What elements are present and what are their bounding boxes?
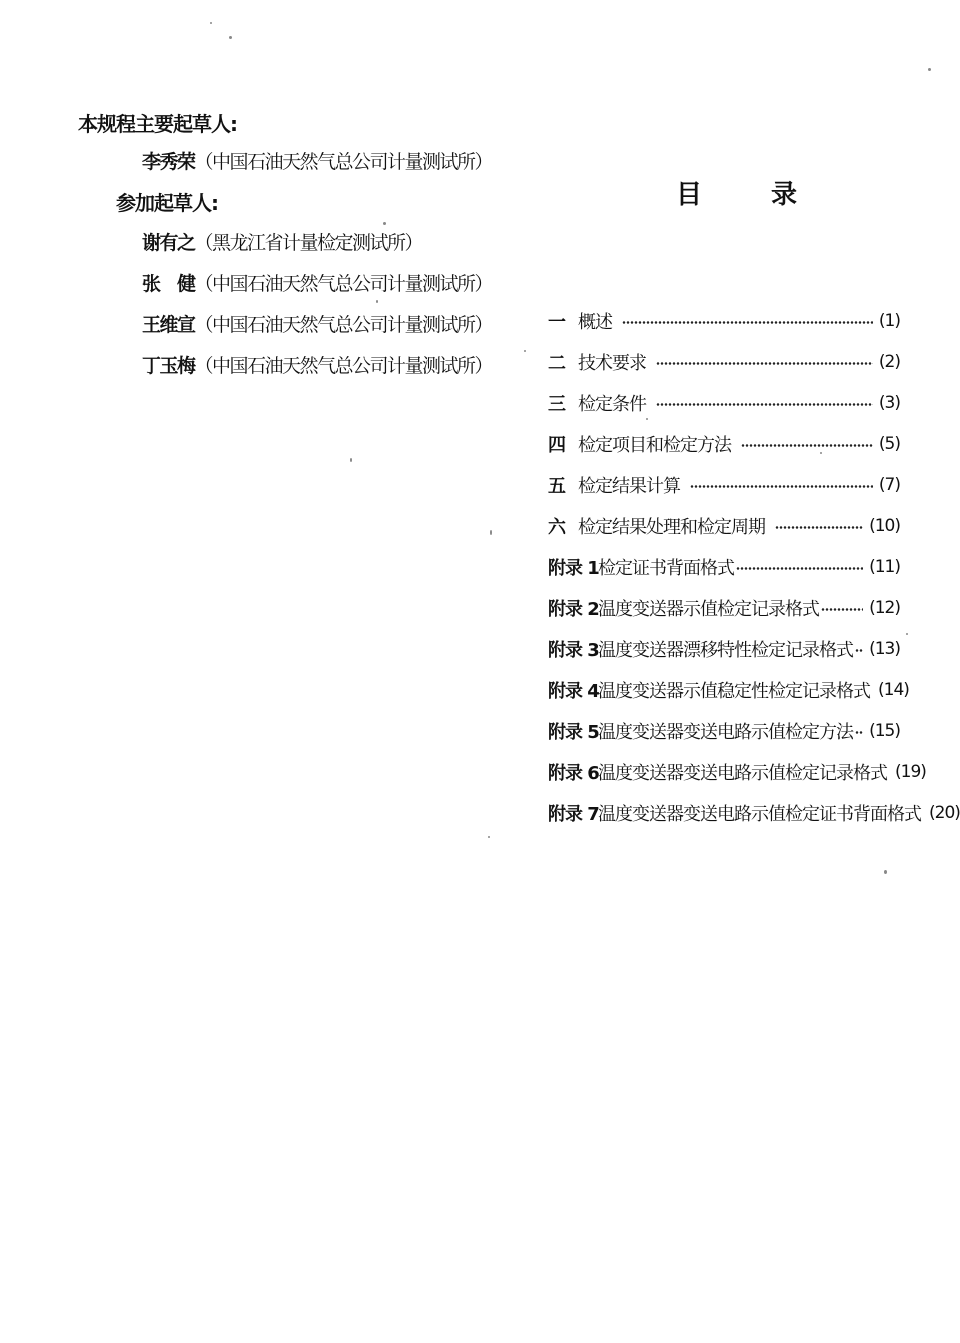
- toc-entry[interactable]: [548, 792, 960, 833]
- co-drafter: [142, 305, 492, 346]
- toc-dot-leader: [775, 526, 863, 529]
- toc-entry[interactable]: [548, 628, 900, 669]
- toc-entry-page: (13): [869, 638, 900, 659]
- toc-entry-page: (2): [878, 351, 900, 372]
- scan-speck: [350, 458, 352, 462]
- toc-dot-leader: [821, 608, 863, 611]
- toc-entry-number: 一: [548, 311, 565, 333]
- toc-entry-label: 温度变送器漂移特性检定记录格式: [598, 639, 853, 661]
- toc-entry-label: 温度变送器变送电路示值检定证书背面格式: [598, 803, 921, 825]
- scan-speck: [646, 418, 648, 420]
- toc-entry-number: 三: [548, 393, 565, 415]
- drafter-name: 王维宣: [142, 314, 195, 336]
- toc-dot-leader: [656, 403, 873, 406]
- main-drafter-heading: 本规程主要起草人:: [78, 112, 237, 136]
- toc-entry-page: (11): [869, 556, 900, 577]
- toc-entry-number: 附录 2: [548, 598, 599, 620]
- co-drafter: [142, 264, 492, 305]
- toc-entry-page: (3): [878, 392, 900, 413]
- drafter-org: （中国石油天然气总公司计量测试所）: [194, 273, 493, 295]
- drafter-org: （中国石油天然气总公司计量测试所）: [194, 355, 493, 377]
- toc-entry-page: (19): [895, 761, 926, 782]
- scan-speck: [376, 300, 378, 303]
- drafter-org: （中国石油天然气总公司计量测试所）: [194, 314, 493, 336]
- toc-entry[interactable]: [548, 546, 900, 587]
- toc-dot-leader: [855, 649, 863, 652]
- toc-dot-leader: [690, 485, 873, 488]
- toc-entry[interactable]: [548, 382, 900, 423]
- toc-entry-number: 附录 6: [548, 762, 599, 784]
- toc-entry-number: 二: [548, 352, 565, 374]
- toc-entry-label: 检定证书背面格式: [598, 557, 734, 579]
- toc-entry-page: (20): [929, 802, 960, 823]
- co-drafter-heading: 参加起草人:: [116, 191, 218, 215]
- drafters-section: [78, 108, 492, 387]
- co-drafter: [142, 346, 492, 387]
- toc-entry-label: 温度变送器变送电路示值检定记录格式: [598, 762, 887, 784]
- toc-dot-leader: [622, 321, 873, 324]
- toc-dot-leader: [741, 444, 873, 447]
- toc-entry-number: 附录 7: [548, 803, 599, 825]
- scan-speck: [906, 633, 908, 635]
- scan-speck: [928, 68, 931, 71]
- co-drafter: [142, 223, 492, 264]
- toc-entry[interactable]: [548, 300, 900, 341]
- toc-entry-page: (5): [878, 433, 900, 454]
- drafter-name: 张 健: [142, 273, 195, 295]
- toc-entry-number: 附录 4: [548, 680, 599, 702]
- toc-entry-number: 附录 5: [548, 721, 599, 743]
- toc-entry-number: 附录 3: [548, 639, 599, 661]
- toc-entry-number: 六: [548, 516, 565, 538]
- toc-entry-number: 四: [548, 434, 565, 456]
- toc-entry-label: 检定结果处理和检定周期: [578, 516, 765, 538]
- scan-speck: [488, 836, 490, 838]
- toc-entry[interactable]: [548, 423, 900, 464]
- toc-dot-leader: [855, 731, 863, 734]
- drafter-name: 丁玉梅: [142, 355, 195, 377]
- toc-entry-label: 技术要求: [578, 352, 646, 374]
- toc-entry-page: (7): [878, 474, 900, 495]
- drafter-name: 谢有之: [142, 232, 195, 254]
- toc-entry[interactable]: [548, 505, 900, 546]
- toc-entry-label: 检定结果计算: [578, 475, 680, 497]
- scan-speck: [820, 452, 822, 454]
- toc-entry-label: 温度变送器示值稳定性检定记录格式: [598, 680, 870, 702]
- drafter-name: 李秀荣: [142, 151, 195, 173]
- drafter-org: （黑龙江省计量检定测试所）: [194, 232, 423, 254]
- drafter-org: （中国石油天然气总公司计量测试所）: [194, 151, 493, 173]
- toc-entry[interactable]: [548, 464, 900, 505]
- main-drafter: [142, 142, 492, 183]
- toc-entry-number: 附录 1: [548, 557, 599, 579]
- toc-entry-page: (15): [869, 720, 900, 741]
- toc-dot-leader: [736, 567, 863, 570]
- toc-dot-leader: [656, 362, 873, 365]
- scan-speck: [229, 36, 232, 39]
- toc-entry-page: (14): [878, 679, 909, 700]
- toc-entry-label: 温度变送器示值检定记录格式: [598, 598, 819, 620]
- scan-speck: [383, 222, 386, 225]
- scan-speck: [210, 22, 212, 24]
- toc-title: 目 录: [676, 180, 828, 210]
- toc-entry[interactable]: [548, 669, 909, 710]
- toc-entry[interactable]: [548, 341, 900, 382]
- table-of-contents: [548, 300, 960, 833]
- toc-entry-page: (12): [869, 597, 900, 618]
- toc-entry-label: 概述: [578, 311, 612, 333]
- toc-entry-page: (1): [878, 310, 900, 331]
- toc-entry[interactable]: [548, 587, 900, 628]
- toc-entry-label: 检定条件: [578, 393, 646, 415]
- toc-entry-label: 温度变送器变送电路示值检定方法: [598, 721, 853, 743]
- scan-speck: [490, 530, 492, 535]
- toc-entry-label: 检定项目和检定方法: [578, 434, 731, 456]
- toc-entry-number: 五: [548, 475, 565, 497]
- toc-entry[interactable]: [548, 751, 926, 792]
- scan-speck: [884, 870, 887, 874]
- scan-speck: [524, 350, 526, 352]
- toc-entry-page: (10): [869, 515, 900, 536]
- toc-entry[interactable]: [548, 710, 900, 751]
